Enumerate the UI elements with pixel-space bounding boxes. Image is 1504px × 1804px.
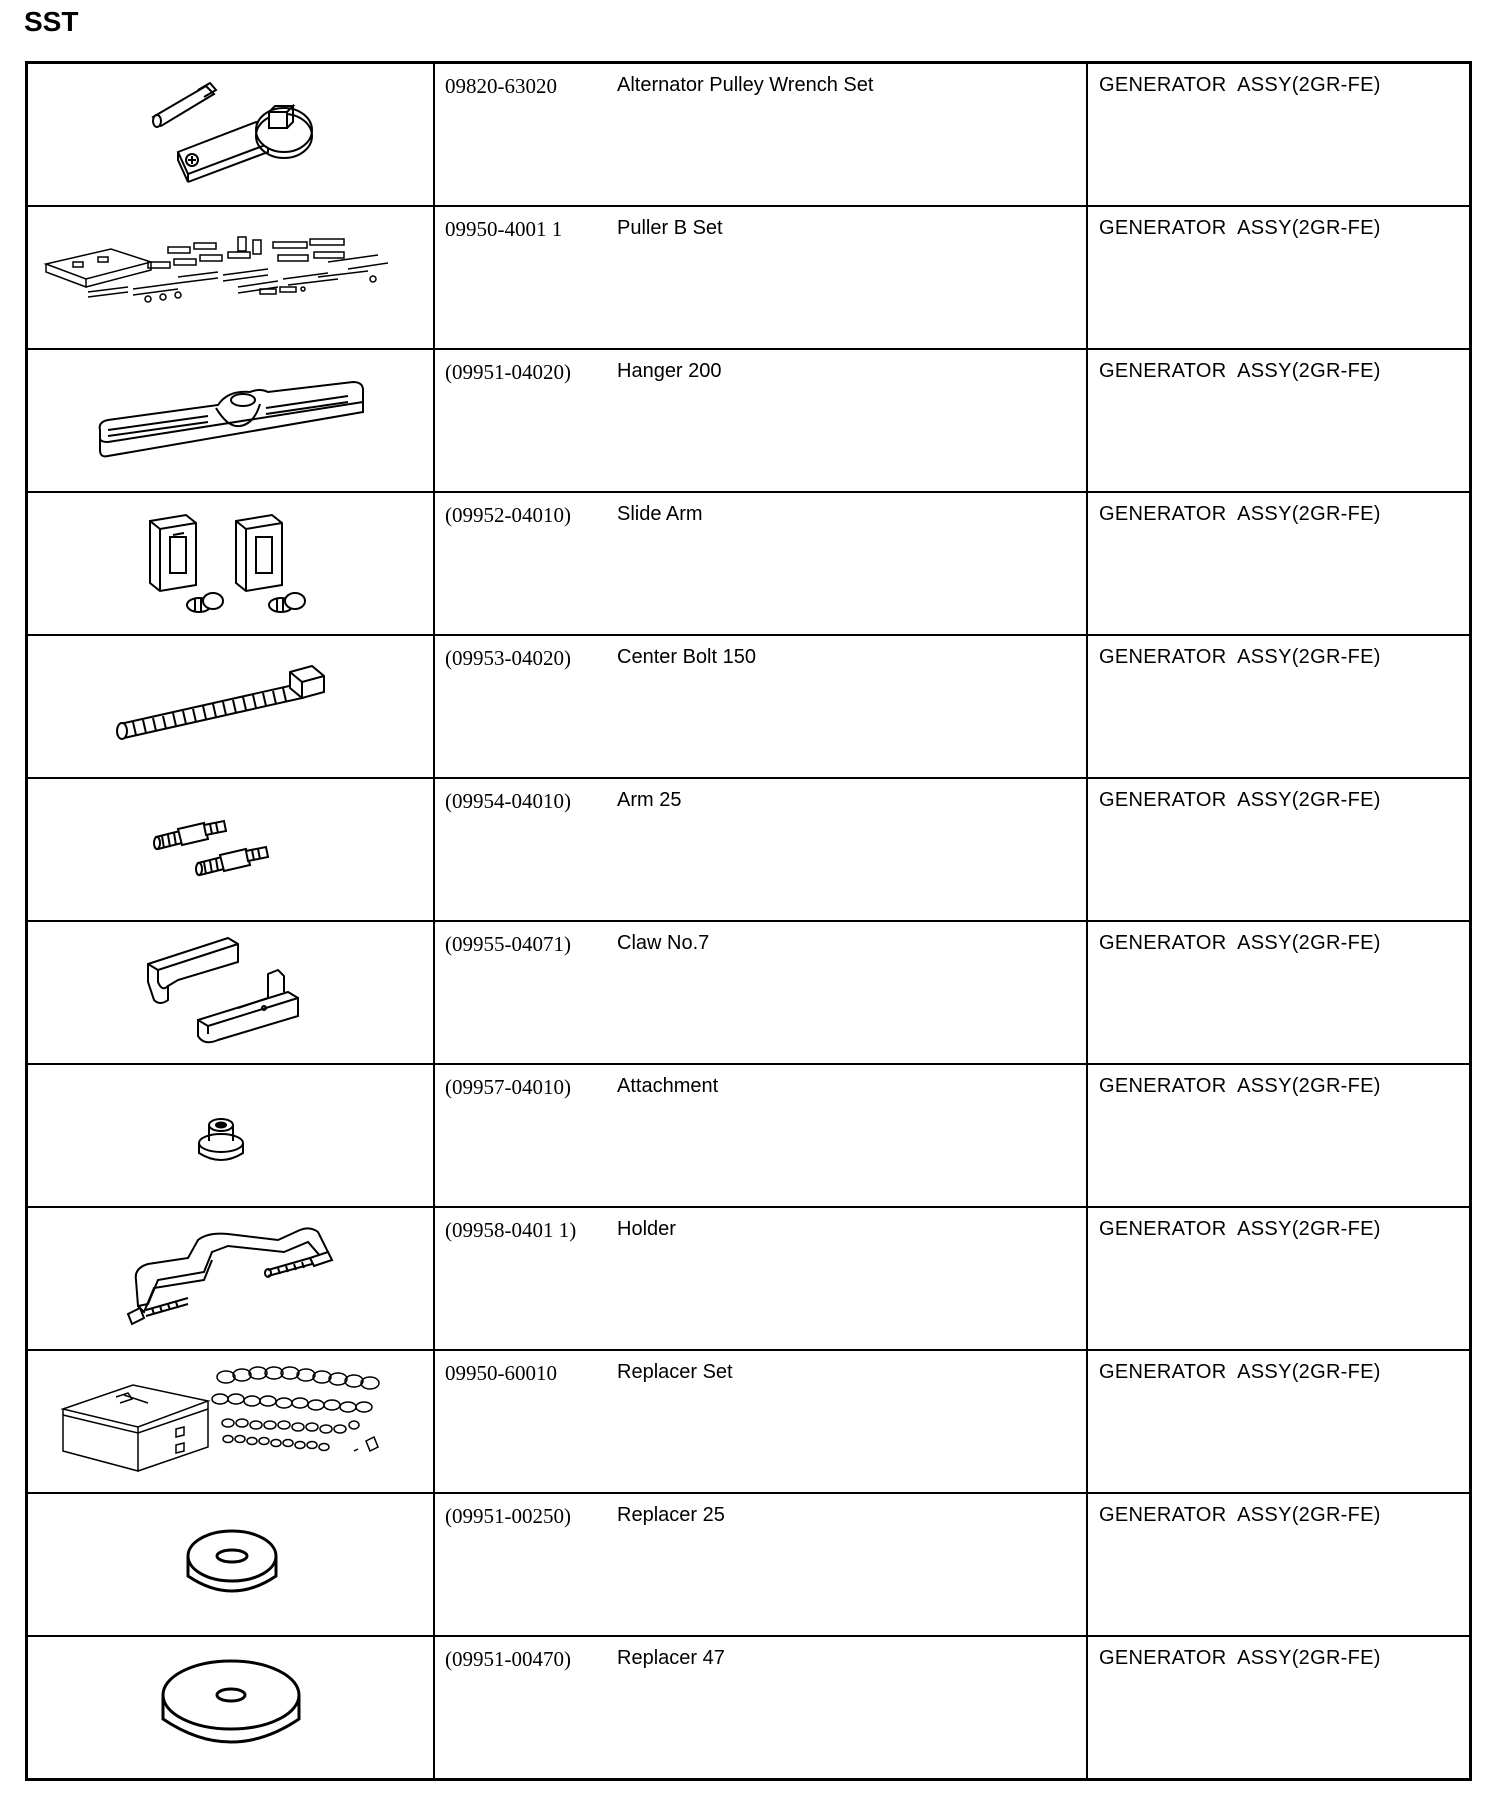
reference-text: GENERATOR ASSY(2GR-FE) [1099, 217, 1381, 239]
tool-name: Holder [617, 1218, 676, 1240]
table-row [27, 63, 1471, 207]
reference-cell [1087, 63, 1471, 207]
reference-text: GENERATOR ASSY(2GR-FE) [1099, 932, 1381, 954]
tool-description-cell [434, 1350, 1087, 1493]
reference-cell [1087, 349, 1471, 492]
table-row [27, 1636, 1471, 1780]
tool-name: Puller B Set [617, 217, 723, 239]
tool-description-cell [434, 1207, 1087, 1350]
table-row [27, 1350, 1471, 1493]
tool-description-cell [434, 492, 1087, 635]
tool-illustration-cell [27, 349, 435, 492]
tool-name: Attachment [617, 1075, 719, 1097]
part-number: (09951-04020) [445, 360, 571, 384]
reference-text: GENERATOR ASSY(2GR-FE) [1099, 789, 1381, 811]
tool-name: Replacer 25 [617, 1504, 725, 1526]
puller-b-set-icon [28, 207, 433, 348]
tool-name: Replacer 47 [617, 1647, 725, 1669]
replacer-47-icon [28, 1637, 433, 1778]
reference-cell [1087, 778, 1471, 921]
table-row [27, 1493, 1471, 1636]
hanger-icon [28, 350, 433, 491]
tool-description-cell [434, 63, 1087, 207]
tool-description-cell [434, 778, 1087, 921]
part-number: 09950-4001 1 [445, 217, 563, 241]
part-number: (09957-04010) [445, 1075, 571, 1099]
table-row [27, 921, 1471, 1064]
reference-cell [1087, 1064, 1471, 1207]
table-row [27, 1207, 1471, 1350]
tool-description-cell [434, 921, 1087, 1064]
tool-name: Arm 25 [617, 789, 682, 811]
part-number: (09954-04010) [445, 789, 571, 813]
part-number: (09953-04020) [445, 646, 571, 670]
tool-illustration-cell [27, 778, 435, 921]
table-row [27, 206, 1471, 349]
reference-cell [1087, 1350, 1471, 1493]
tool-illustration-cell [27, 1350, 435, 1493]
attachment-icon [28, 1065, 433, 1206]
tool-name: Replacer Set [617, 1361, 733, 1383]
reference-text: GENERATOR ASSY(2GR-FE) [1099, 646, 1381, 668]
tool-description-cell [434, 635, 1087, 778]
alternator-pulley-wrench-set-icon [28, 64, 433, 205]
sst-table [25, 61, 1472, 1781]
tool-illustration-cell [27, 921, 435, 1064]
table-row [27, 1064, 1471, 1207]
arm-icon [28, 779, 433, 920]
table-row [27, 349, 1471, 492]
table-row [27, 778, 1471, 921]
reference-text: GENERATOR ASSY(2GR-FE) [1099, 503, 1381, 525]
part-number: (09951-00250) [445, 1504, 571, 1528]
tool-illustration-cell [27, 1493, 435, 1636]
tool-illustration-cell [27, 492, 435, 635]
part-number: 09820-63020 [445, 74, 557, 98]
reference-text: GENERATOR ASSY(2GR-FE) [1099, 74, 1381, 96]
tool-illustration-cell [27, 1636, 435, 1780]
slide-arm-icon [28, 493, 433, 634]
tool-illustration-cell [27, 63, 435, 207]
part-number: (09951-00470) [445, 1647, 571, 1671]
tool-illustration-cell [27, 1207, 435, 1350]
tool-illustration-cell [27, 1064, 435, 1207]
tool-description-cell [434, 1636, 1087, 1780]
part-number: (09958-0401 1) [445, 1218, 577, 1242]
tool-description-cell [434, 1493, 1087, 1636]
tool-illustration-cell [27, 635, 435, 778]
table-row [27, 635, 1471, 778]
holder-icon [28, 1208, 433, 1349]
reference-text: GENERATOR ASSY(2GR-FE) [1099, 1361, 1381, 1383]
reference-cell [1087, 492, 1471, 635]
reference-text: GENERATOR ASSY(2GR-FE) [1099, 1504, 1381, 1526]
tool-illustration-cell [27, 206, 435, 349]
center-bolt-icon [28, 636, 433, 777]
reference-cell [1087, 921, 1471, 1064]
reference-text: GENERATOR ASSY(2GR-FE) [1099, 1075, 1381, 1097]
tool-name: Claw No.7 [617, 932, 710, 954]
tool-description-cell [434, 206, 1087, 349]
tool-description-cell [434, 349, 1087, 492]
reference-text: GENERATOR ASSY(2GR-FE) [1099, 360, 1381, 382]
part-number: (09952-04010) [445, 503, 571, 527]
reference-cell [1087, 206, 1471, 349]
tool-description-cell [434, 1064, 1087, 1207]
part-number: 09950-60010 [445, 1361, 557, 1385]
reference-cell [1087, 1636, 1471, 1780]
reference-text: GENERATOR ASSY(2GR-FE) [1099, 1647, 1381, 1669]
part-number: (09955-04071) [445, 932, 571, 956]
replacer-set-icon [28, 1351, 433, 1492]
tool-name: Hanger 200 [617, 360, 722, 382]
replacer-25-icon [28, 1494, 433, 1635]
reference-cell [1087, 635, 1471, 778]
claw-icon [28, 922, 433, 1063]
tool-name: Alternator Pulley Wrench Set [617, 74, 874, 96]
tool-name: Slide Arm [617, 503, 703, 525]
tool-name: Center Bolt 150 [617, 646, 756, 668]
page-title: SST [24, 6, 79, 37]
reference-cell [1087, 1493, 1471, 1636]
reference-cell [1087, 1207, 1471, 1350]
reference-text: GENERATOR ASSY(2GR-FE) [1099, 1218, 1381, 1240]
table-row [27, 492, 1471, 635]
